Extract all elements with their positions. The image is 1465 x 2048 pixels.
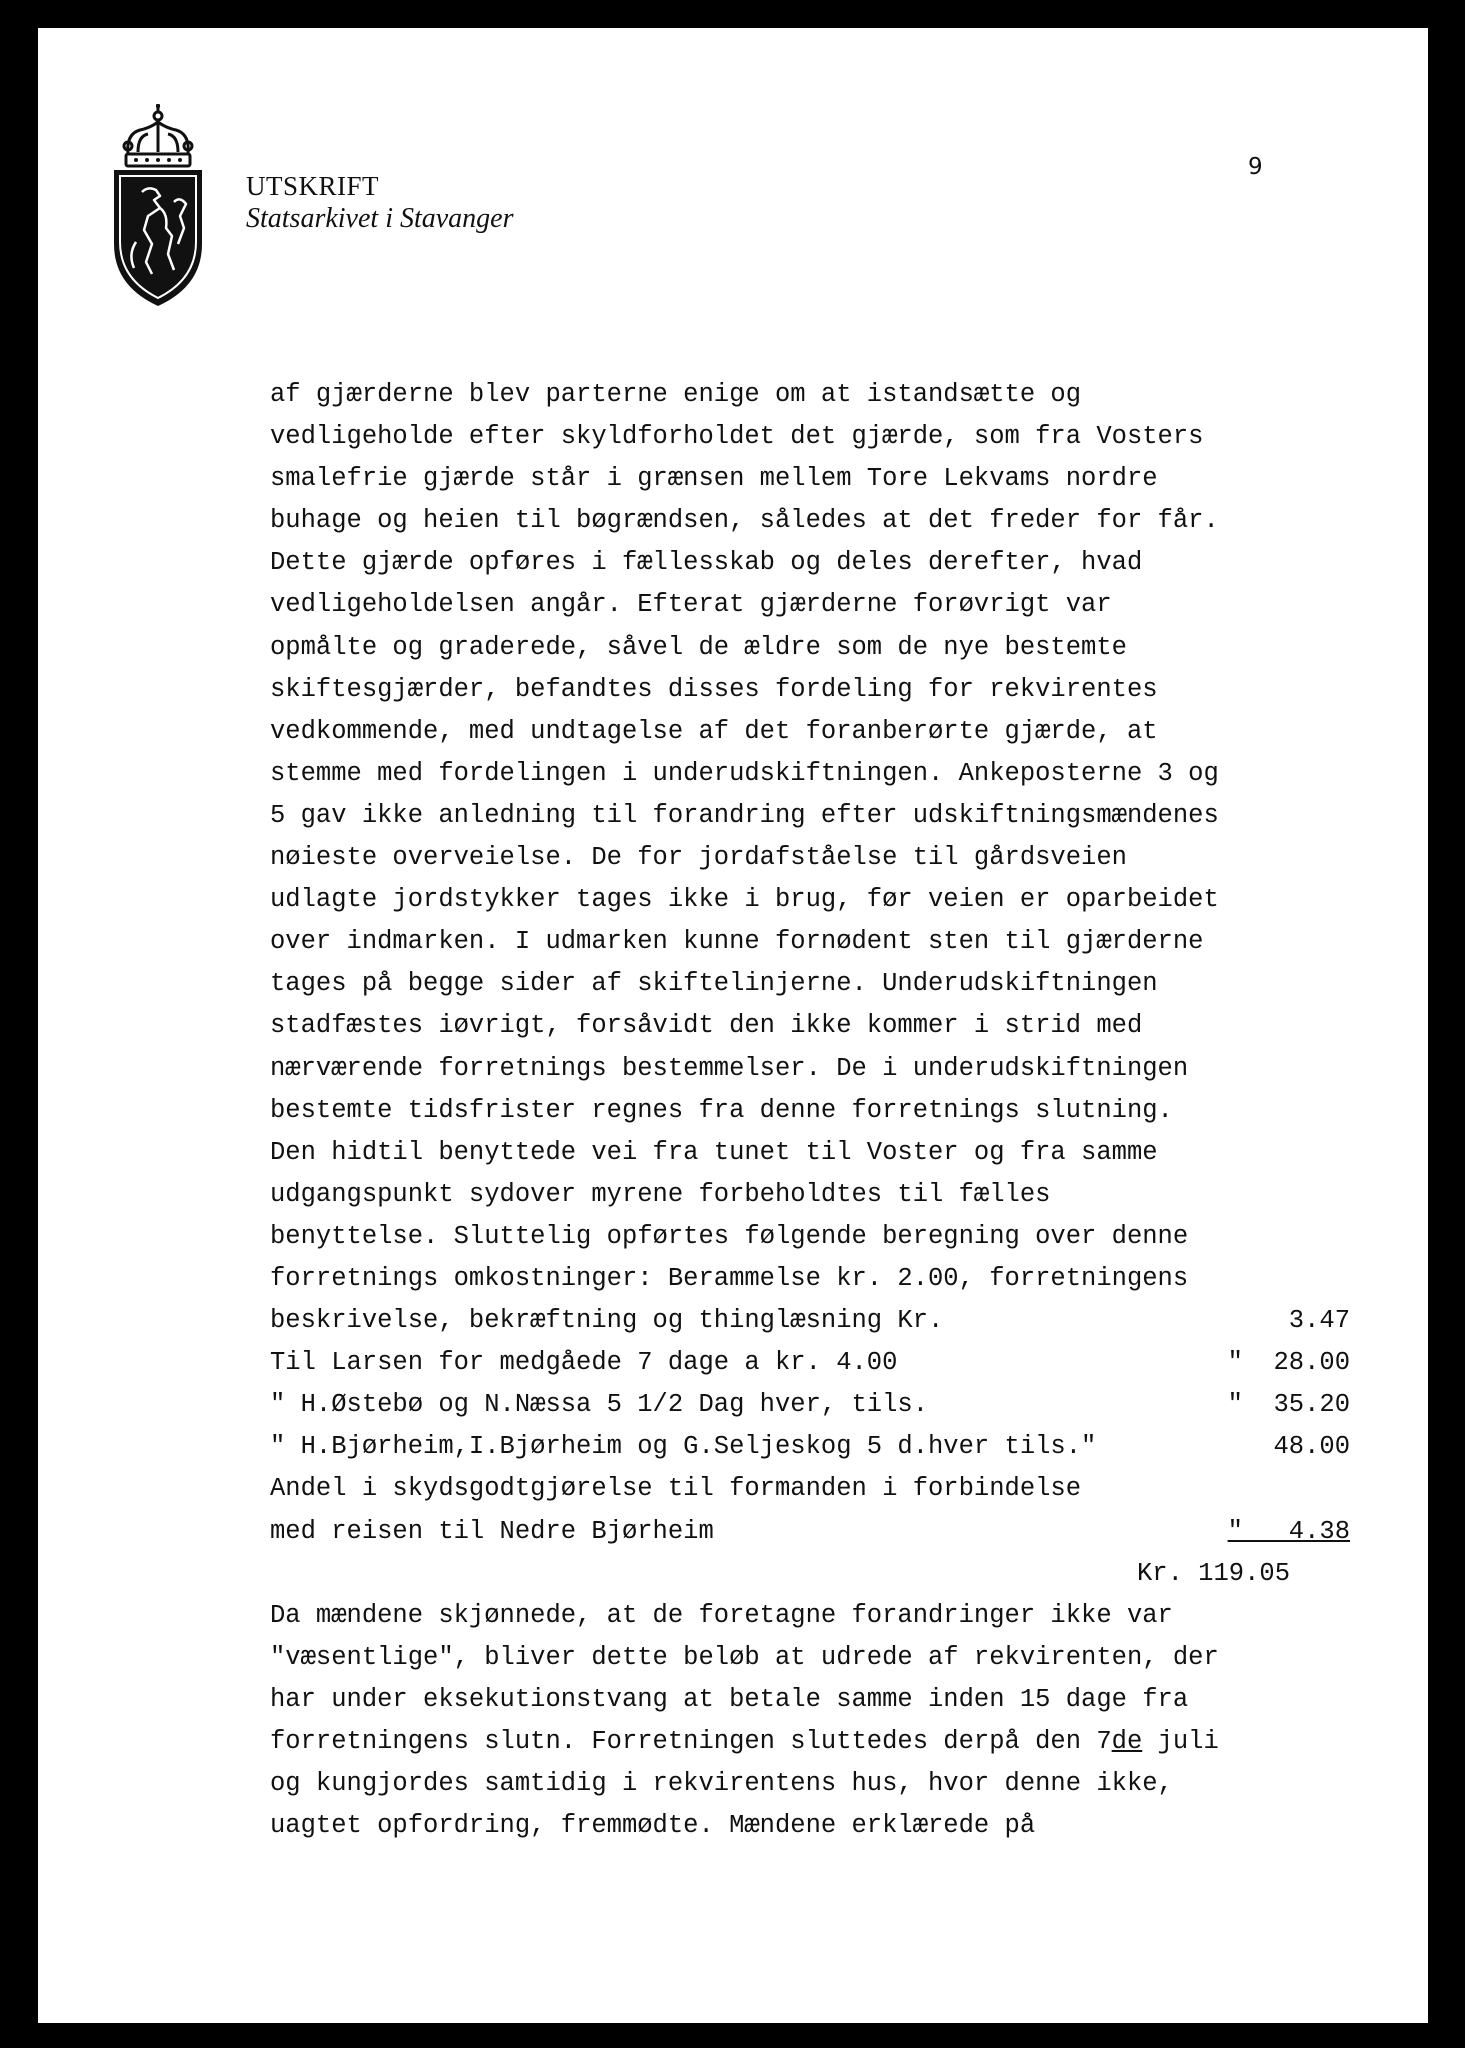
cost-amount: 48.00: [1273, 1432, 1350, 1462]
norwegian-coat-of-arms-icon: [108, 104, 208, 309]
text-line: "væsentlige", bliver dette beløb at udrede af rekvirenten, der: [270, 1642, 1219, 1672]
text-line: nærværende forretnings bestemmelser. De i underudskiftningen: [270, 1053, 1189, 1083]
text-line: Da mændene skjønnede, at de foretagne forandringer ikke var: [270, 1600, 1173, 1630]
header-title: UTSKRIFT: [246, 171, 380, 201]
cost-total: Kr. 119.05: [1136, 1558, 1290, 1588]
cost-label: beskrivelse, bekræftning og thinglæsning Kr.: [270, 1306, 944, 1336]
text-line: har under eksekutionstvang at betale samme inden 15 dage fra: [270, 1684, 1189, 1714]
text-line: uagtet opfordring, fremmødte. Mændene erklærede på: [270, 1811, 1036, 1841]
cost-label: Til Larsen for medgåede 7 dage a kr. 4.00: [270, 1348, 898, 1378]
header-subtitle: Statsarkivet i Stavanger: [246, 203, 514, 234]
cost-label: " H.Bjørheim,I.Bjørheim og G.Seljeskog 5 d.hver tils.": [270, 1432, 1097, 1462]
text-line: udgangspunkt sydover myrene forbeholdtes til fælles: [270, 1179, 1051, 1209]
cost-row: [270, 1300, 1350, 1342]
cost-label: Andel i skydsgodtgjørelse til formanden i forbindelse: [270, 1474, 1082, 1504]
text-line: Den hidtil benyttede vei fra tunet til Voster og fra samme: [270, 1137, 1158, 1167]
text-line: smalefrie gjærde står i grænsen mellem Tore Lekvams nordre: [270, 464, 1158, 494]
cost-row: [270, 1468, 1350, 1510]
text-line: bestemte tidsfrister regnes fra denne forretnings slutning.: [270, 1095, 1173, 1125]
text-line: over indmarken. I udmarken kunne fornødent sten til gjærderne: [270, 927, 1204, 957]
text-segment: forretningens slutn. Forretningen sluttedes derpå den 7: [270, 1727, 1112, 1756]
cost-amount: " 35.20: [1227, 1390, 1350, 1420]
cost-row: [270, 1426, 1350, 1468]
text-line: vedligeholdelsen angår. Efterat gjærderne forøvrigt var: [270, 590, 1112, 620]
text-line: opmålte og graderede, såvel de ældre som de nye bestemte: [270, 632, 1127, 662]
cost-amount: " 4.38: [1227, 1516, 1350, 1546]
text-line: tages på begge sider af skiftelinjerne. Underudskiftningen: [270, 969, 1158, 999]
text-line: og kungjordes samtidig i rekvirentens hus, hvor denne ikke,: [270, 1769, 1173, 1799]
cost-amount: 3.47: [1288, 1306, 1350, 1336]
cost-row: [270, 1342, 1350, 1384]
text-line: forretnings omkostninger: Berammelse kr. 2.00, forretningens: [270, 1263, 1189, 1293]
cost-amount: " 28.00: [1227, 1348, 1350, 1378]
text-line: buhage og heien til bøgrændsen, således at det freder for får.: [270, 506, 1219, 536]
text-line: udlagte jordstykker tages ikke i brug, før veien er oparbeidet: [270, 885, 1219, 915]
cost-label: " H.Østebø og N.Næssa 5 1/2 Dag hver, tils.: [270, 1390, 929, 1420]
text-line: af gjærderne blev parterne enige om at istandsætte og: [270, 380, 1082, 409]
text-line: Dette gjærde opføres i fællesskab og deles derefter, hvad: [270, 548, 1143, 578]
text-line: stadfæstes iøvrigt, forsåvidt den ikke kommer i strid med: [270, 1011, 1143, 1041]
ordinal-suffix: de: [1111, 1727, 1143, 1756]
archive-header: [246, 170, 514, 236]
text-line: stemme med fordelingen i underudskiftningen. Ankeposterne 3 og: [270, 758, 1219, 788]
text-line: [270, 1721, 1350, 1763]
cost-row: [270, 1384, 1350, 1426]
text-segment: juli: [1142, 1727, 1219, 1756]
text-line: benyttelse. Sluttelig opførtes følgende beregning over denne: [270, 1221, 1189, 1251]
text-line: 5 gav ikke anledning til forandring efter udskiftningsmændenes: [270, 800, 1219, 830]
text-line: vedkommende, med undtagelse af det foranberørte gjærde, at: [270, 716, 1158, 746]
page-number: 9: [1248, 154, 1263, 180]
text-line: nøieste overveielse. De for jordafståelse til gårdsveien: [270, 843, 1127, 873]
cost-amount: [1170, 1468, 1350, 1510]
cost-row: [270, 1511, 1350, 1553]
text-line: skiftesgjærder, befandtes disses fordeling for rekvirentes: [270, 674, 1158, 704]
cost-label: med reisen til Nedre Bjørheim: [270, 1516, 714, 1546]
cost-amount-underlined: [1170, 1511, 1350, 1553]
text-line: vedligeholde efter skyldforholdet det gjærde, som fra Vosters: [270, 422, 1204, 452]
document-body: [270, 374, 1350, 1847]
